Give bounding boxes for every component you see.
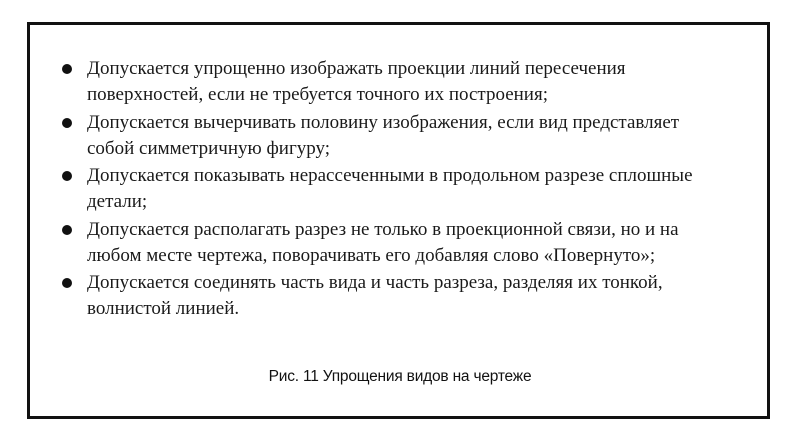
list-item [60,270,700,322]
list-item-text: Допускается показывать нерассеченными в продольном разрезе сплошные детали; [87,165,693,212]
list-item [60,217,700,269]
bullet-icon [62,171,72,181]
bullet-icon [62,225,72,235]
list-item [60,56,700,108]
list-item-text: Допускается соединять часть вида и часть разреза, разделяя их тонкой, волнистой линией. [87,272,663,319]
figure-caption: Рис. 11 Упрощения видов на чертеже [268,368,532,385]
list-item [60,110,700,162]
bullet-icon [62,64,72,74]
list-item-text: Допускается располагать разрез не только в проекционной связи, но и на любом месте чертежа, поворачивать его добавляя слово «Повернуто»; [87,218,679,266]
list-item [60,163,700,215]
list-item-text: Допускается вычерчивать половину изображения, если вид представляет собой симметричную фигуру; [87,111,680,159]
simplifications-list [60,56,700,324]
bullet-icon [62,278,72,288]
bullet-icon [62,118,72,128]
list-item-text: Допускается упрощенно изображать проекции линий пересечения поверхностей, если не требуется точного их построения; [87,58,626,105]
